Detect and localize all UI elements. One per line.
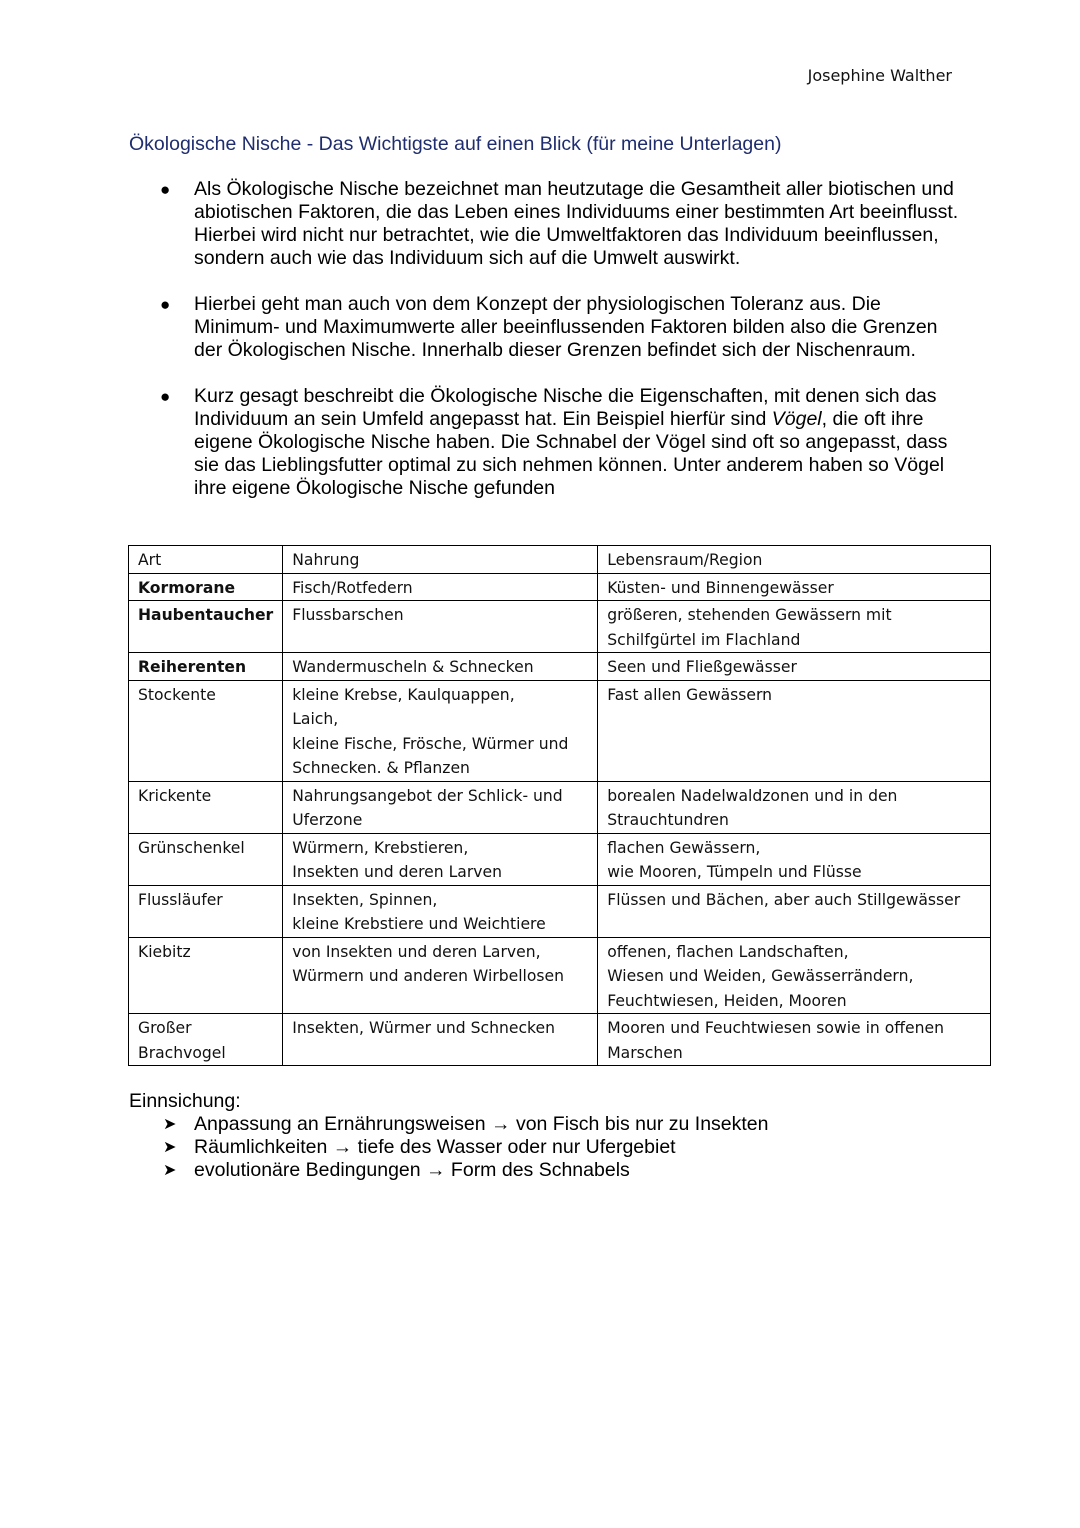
cell-lebensraum: flachen Gewässern, wie Mooren, Tümpeln und Flüsse: [598, 833, 991, 885]
cell-nahrung: kleine Krebse, Kaulquappen, Laich, kleine Fische, Frösche, Würmer und Schnecken. & Pflanzen: [283, 680, 598, 781]
table-row: [129, 573, 991, 601]
insight-heading: Einnsichung:: [129, 1090, 241, 1112]
page-title: Ökologische Nische - Das Wichtigste auf einen Blick (für meine Unterlagen): [129, 133, 782, 155]
cell-lebensraum: Mooren und Feuchtwiesen sowie in offenen Marschen: [598, 1014, 991, 1066]
table-header-nahrung: Nahrung: [283, 546, 598, 574]
bullet-item: [129, 178, 959, 270]
bullet-dot-icon: ●: [160, 295, 171, 314]
arrowhead-bullet-icon: ➤: [163, 1162, 177, 1179]
table-row: [129, 601, 991, 653]
cell-nahrung: Fisch/Rotfedern: [283, 573, 598, 601]
cell-art: Haubentaucher: [129, 601, 283, 653]
insight-item-text: evolutionäre Bedingungen → Form des Schnabels: [194, 1159, 630, 1181]
bullet-text-after: , die oft ihre eigene Ökologische Nische haben. Die Schnabel der Vögel sind oft so angepasst, dass sie das Lieblingsfutter optimal zu sich nehmen können. Unter anderem haben so Vögel ihre eigene Ökologische Nische gefunden: [194, 408, 948, 499]
table-row: [129, 653, 991, 681]
insight-section: [129, 1090, 769, 1182]
bullet-list: [129, 178, 959, 523]
cell-art: Flussläufer: [129, 885, 283, 937]
cell-nahrung: Würmern, Krebstieren, Insekten und deren Larven: [283, 833, 598, 885]
cell-nahrung: Insekten, Würmer und Schnecken: [283, 1014, 598, 1066]
table-row: [129, 680, 991, 781]
table-row: [129, 833, 991, 885]
insight-item-text: Räumlichkeiten → tiefe des Wasser oder nur Ufergebiet: [194, 1136, 676, 1158]
cell-art: Grünschenkel: [129, 833, 283, 885]
species-table: [128, 545, 991, 1066]
bullet-text: Hierbei geht man auch von dem Konzept der physiologischen Toleranz aus. Die Minimum- und Maximumwerte aller beeinflussenden Faktoren bilden also die Grenzen der Ökologischen Nische. Innerhalb dieser Grenzen befindet sich der Nischenraum.: [194, 293, 938, 361]
insight-item: [129, 1136, 769, 1159]
table-header-art: Art: [129, 546, 283, 574]
bullet-item: [129, 293, 959, 362]
table-row: [129, 781, 991, 833]
table-row: [129, 885, 991, 937]
table-header-row: [129, 546, 991, 574]
author-name: Josephine Walther: [807, 66, 952, 85]
cell-lebensraum: offenen, flachen Landschaften, Wiesen und Weiden, Gewässerrändern, Feuchtwiesen, Heiden, Mooren: [598, 937, 991, 1014]
insight-item: [129, 1113, 769, 1136]
cell-art: Stockente: [129, 680, 283, 781]
cell-art: Großer Brachvogel: [129, 1014, 283, 1066]
cell-nahrung: Nahrungsangebot der Schlick- und Uferzone: [283, 781, 598, 833]
cell-nahrung: Wandermuscheln & Schnecken: [283, 653, 598, 681]
cell-lebensraum: Seen und Fließgewässer: [598, 653, 991, 681]
cell-lebensraum: Fast allen Gewässern: [598, 680, 991, 781]
bullet-dot-icon: ●: [160, 180, 171, 199]
cell-lebensraum: größeren, stehenden Gewässern mit Schilfgürtel im Flachland: [598, 601, 991, 653]
cell-lebensraum: borealen Nadelwaldzonen und in den Strauchtundren: [598, 781, 991, 833]
arrowhead-bullet-icon: ➤: [163, 1116, 177, 1133]
cell-nahrung: Insekten, Spinnen, kleine Krebstiere und Weichtiere: [283, 885, 598, 937]
bullet-text-before: Kurz gesagt beschreibt die Ökologische Nische die Eigenschaften, mit denen sich das Individuum an sein Umfeld angepasst hat. Ein Beispiel hierfür sind: [194, 385, 937, 430]
bullet-text-italic: Vögel: [771, 408, 822, 430]
bullet-dot-icon: ●: [160, 387, 171, 406]
cell-nahrung: von Insekten und deren Larven, Würmern und anderen Wirbellosen: [283, 937, 598, 1014]
cell-nahrung: Flussbarschen: [283, 601, 598, 653]
table-header-lebensraum: Lebensraum/Region: [598, 546, 991, 574]
cell-art: Krickente: [129, 781, 283, 833]
insight-list: [129, 1113, 769, 1182]
cell-art: Kiebitz: [129, 937, 283, 1014]
bullet-text: Als Ökologische Nische bezeichnet man heutzutage die Gesamtheit aller biotischen und abiotischen Faktoren, die das Leben eines Individuums einer bestimmten Art beeinflusst. Hierbei wird nicht nur betrachtet, wie die Umweltfaktoren das Individuum beeinflussen, sondern auch wie das Individuum sich auf die Umwelt auswirkt.: [194, 178, 959, 269]
cell-lebensraum: Flüssen und Bächen, aber auch Stillgewässer: [598, 885, 991, 937]
table-row: [129, 1014, 991, 1066]
table-row: [129, 937, 991, 1014]
arrowhead-bullet-icon: ➤: [163, 1139, 177, 1156]
insight-item: [129, 1159, 769, 1182]
cell-art: Kormorane: [129, 573, 283, 601]
insight-item-text: Anpassung an Ernährungsweisen → von Fisch bis nur zu Insekten: [194, 1113, 769, 1135]
bullet-item: [129, 385, 959, 500]
cell-art: Reiherenten: [129, 653, 283, 681]
cell-lebensraum: Küsten- und Binnengewässer: [598, 573, 991, 601]
